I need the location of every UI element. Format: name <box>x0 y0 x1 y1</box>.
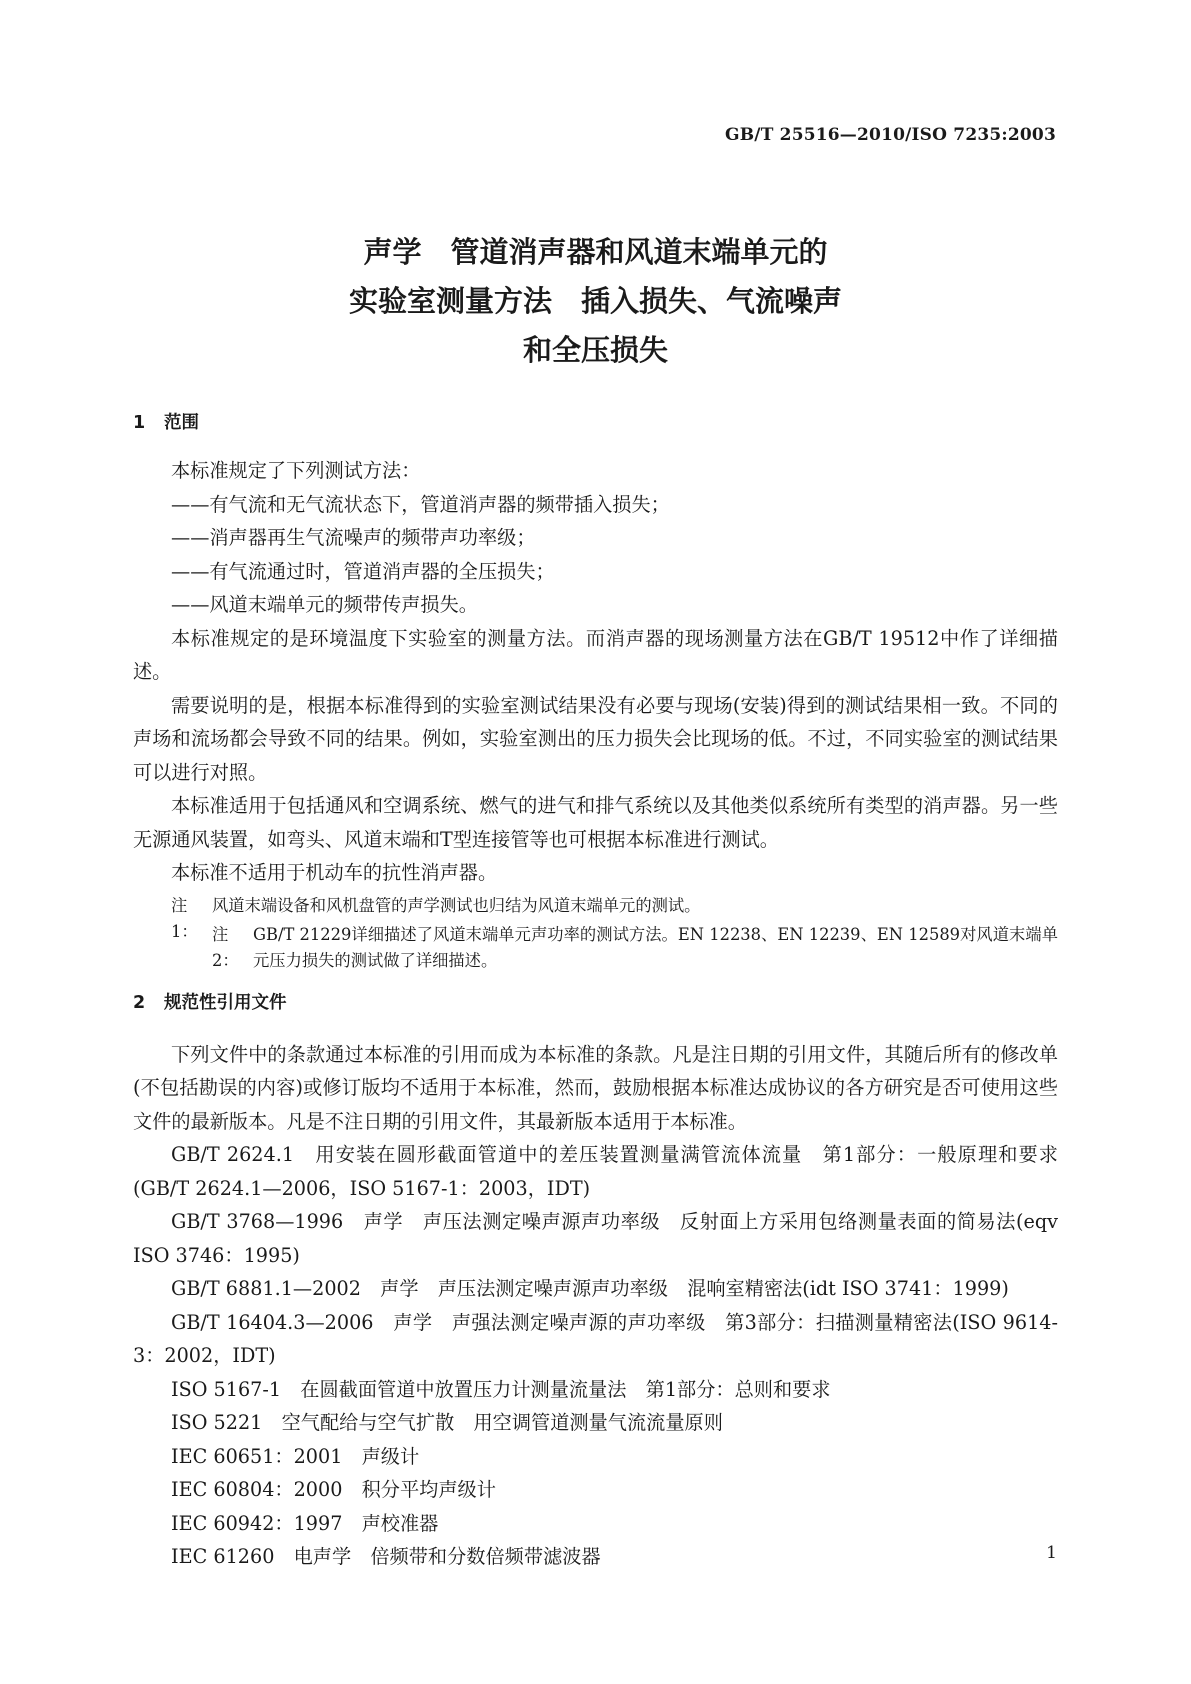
standard-code: GB/T 25516—2010/ISO 7235:2003 <box>725 125 1056 145</box>
scope-list-item: ——有气流通过时，管道消声器的全压损失； <box>171 559 555 583</box>
reference-item: GB/T 16404.3—2006 声学 声强法测定噪声源的声功率级 第3部分：扫描测量精密法(ISO 9614-3：2002，IDT) <box>133 1310 1058 1367</box>
scope-intro: 本标准规定了下列测试方法： <box>171 459 421 482</box>
section-2-title: 规范性引用文件 <box>164 992 287 1013</box>
reference-item: IEC 61260 电声学 倍频带和分数倍频带滤波器 <box>171 1545 601 1568</box>
reference-item: GB/T 6881.1—2002 声学 声压法测定噪声源声功率级 混响室精密法(idt ISO 3741：1999) <box>171 1277 1009 1300</box>
reference-item: IEC 60651：2001 声级计 <box>171 1444 420 1468</box>
document-title <box>0 228 1191 375</box>
scope-paragraph: 本标准不适用于机动车的抗性消声器。 <box>171 861 498 884</box>
title-line-2: 实验室测量方法 插入损失、气流噪声 <box>348 284 842 318</box>
reference-item: GB/T 3768—1996 声学 声压法测定噪声源声功率级 反射面上方采用包络测量表面的简易法(eqv ISO 3746：1995) <box>133 1210 1058 1267</box>
title-line-1: 声学 管道消声器和风道末端单元的 <box>363 235 828 269</box>
note-2 <box>133 922 1058 974</box>
scope-paragraph: 本标准规定的是环境温度下实验室的测量方法。而消声器的现场测量方法在GB/T 19512中作了详细描述。 <box>133 626 1058 683</box>
reference-item: IEC 60942：1997 声校准器 <box>171 1511 439 1535</box>
page-number: 1 <box>1046 1543 1057 1563</box>
reference-item: IEC 60804：2000 积分平均声级计 <box>171 1478 496 1501</box>
scope-paragraph: 本标准适用于包括通风和空调系统、燃气的进气和排气系统以及其他类似系统所有类型的消声器。另一些无源通风装置，如弯头、风道末端和T型连接管等也可根据本标准进行测试。 <box>133 794 1058 851</box>
note-2-label: 注2： <box>212 924 239 970</box>
note-2-text: GB/T 21229详细描述了风道末端单元声功率的测试方法。EN 12238、EN 12239、EN 12589对风道末端单元压力损失的测试做了详细描述。 <box>253 924 1058 970</box>
reference-item: GB/T 2624.1 用安装在圆形截面管道中的差压装置测量满管流体流量 第1部分：一般原理和要求(GB/T 2624.1—2006，ISO 5167-1：2003，IDT) <box>133 1143 1058 1200</box>
scope-list-item: ——有气流和无气流状态下，管道消声器的频带插入损失； <box>171 492 670 516</box>
section-2-heading <box>133 988 1058 1018</box>
section-2-number: 2 <box>133 992 146 1013</box>
section-1-number: 1 <box>133 413 146 433</box>
scope-list-item: ——消声器再生气流噪声的频带声功率级； <box>171 526 536 549</box>
reference-item: ISO 5167-1 在圆截面管道中放置压力计测量流量法 第1部分：总则和要求 <box>171 1377 831 1401</box>
note-1-text: 风道末端设备和风机盘管的声学测试也归结为风道末端单元的测试。 <box>212 895 701 915</box>
title-line-3: 和全压损失 <box>522 333 668 367</box>
section-1-heading <box>133 408 1058 438</box>
scope-list-item: ——风道末端单元的频带传声损失。 <box>171 593 478 616</box>
references-intro: 下列文件中的条款通过本标准的引用而成为本标准的条款。凡是注日期的引用文件，其随后所有的修改单(不包括勘误的内容)或修订版均不适用于本标准，然而，鼓励根据本标准达成协议的各方研究是否可使用这些文件的最新版本。凡是不注日期的引用文件，其最新版本适用于本标准。 <box>133 1042 1058 1133</box>
reference-item: ISO 5221 空气配给与空气扩散 用空调管道测量气流流量原则 <box>171 1411 723 1434</box>
document-body <box>133 408 1058 1574</box>
section-1-title: 范围 <box>164 413 199 433</box>
scope-paragraph: 需要说明的是，根据本标准得到的实验室测试结果没有必要与现场(安装)得到的测试结果相一致。不同的声场和流场都会导致不同的结果。例如，实验室测出的压力损失会比现场的低。不过，不同实验室的测试结果可以进行对照。 <box>133 693 1058 784</box>
note-1 <box>133 893 1058 941</box>
note-1-label: 注1： <box>171 895 198 941</box>
